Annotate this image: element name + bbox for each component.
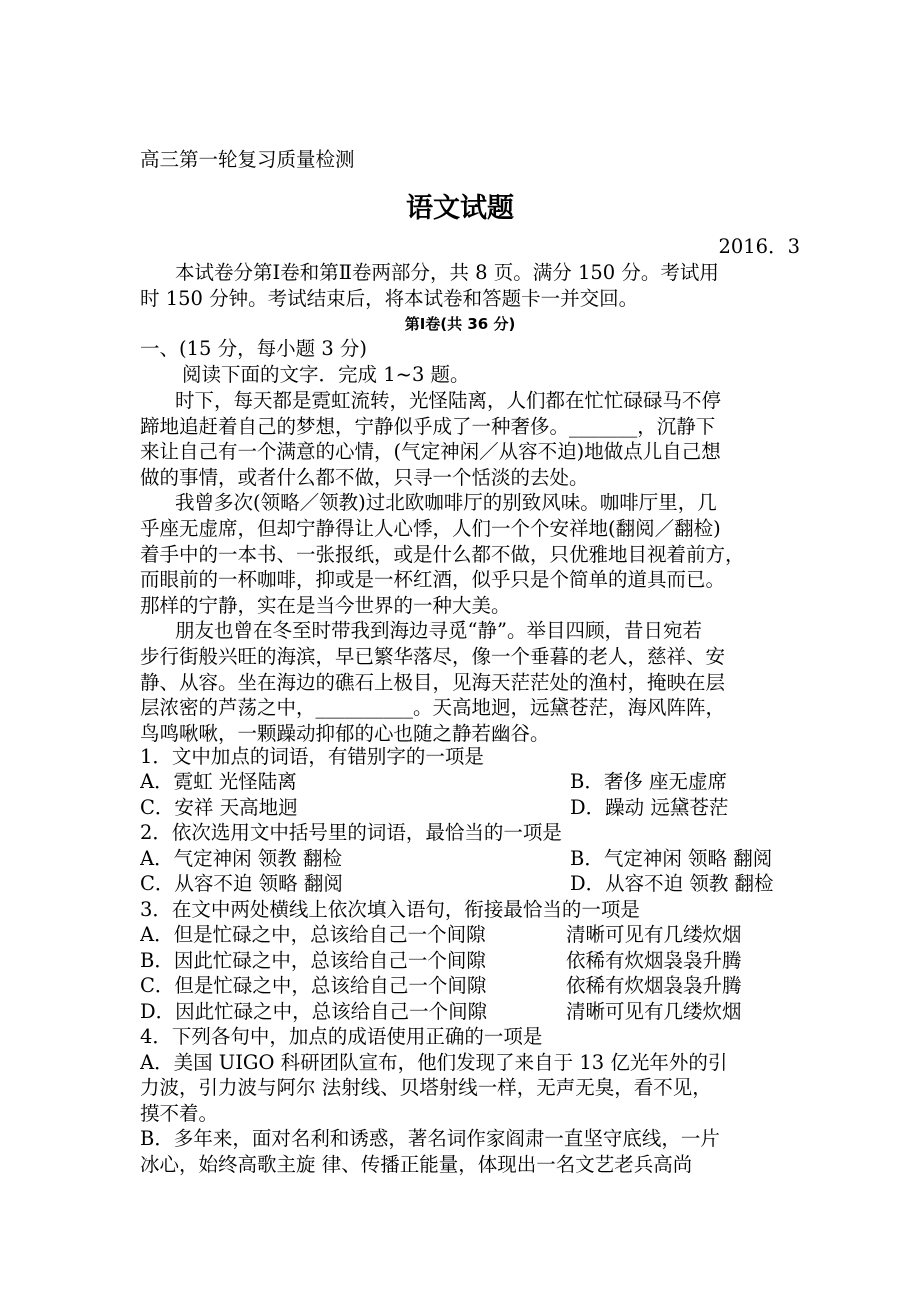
question-1-stem: 1．文中加点的词语，有错别字的一项是 bbox=[140, 745, 484, 768]
question-3-option-d-left: D．因此忙碌之中，总该给自己一个间隙 bbox=[140, 1000, 488, 1023]
question-2-option-d: D．从容不迫 领教 翻检 bbox=[570, 872, 774, 895]
question-2-stem: 2．依次选用文中括号里的词语，最恰当的一项是 bbox=[140, 821, 562, 844]
question-3-option-c-left: C．但是忙碌之中，总该给自己一个间隙 bbox=[140, 974, 487, 997]
passage-line: 做的事情，或者什么都不做，只寻一个恬淡的去处。 bbox=[140, 466, 589, 489]
question-1-option-d: D．躁动 远黛苍茫 bbox=[570, 796, 729, 819]
question-2-option-a: A．气定神闲 领教 翻检 bbox=[140, 847, 342, 870]
page-title: 语文试题 bbox=[406, 193, 514, 224]
question-4-line: 冰心，始终高歌主旋 律、传播正能量，体现出一名文艺老兵高尚 bbox=[140, 1153, 693, 1176]
passage-line: 鸟鸣啾啾，一颗躁动抑郁的心也随之静若幽谷。 bbox=[140, 722, 550, 745]
question-2-options-row-2 bbox=[140, 871, 800, 897]
passage-line: 层浓密的芦荡之中，__________。天高地迥，远黛苍茫，海风阵阵， bbox=[140, 696, 726, 719]
intro-line-1: 本试卷分第Ⅰ卷和第Ⅱ卷两部分，共 8 页。满分 150 分。考试用 bbox=[175, 261, 719, 284]
exam-date: 2016．3 bbox=[718, 235, 800, 258]
question-4-line: 摸不着。 bbox=[140, 1102, 219, 1125]
passage-line: 步行街般兴旺的海滨，早已繁华落尽，像一个垂暮的老人，慈祥、安 bbox=[140, 645, 726, 668]
reading-instruction: 阅读下面的文字．完成 1~3 题。 bbox=[182, 363, 470, 386]
part-heading: 一、(15 分，每小题 3 分) bbox=[140, 337, 368, 360]
passage-line: 静、从容。坐在海边的礁石上极目，见海天茫茫处的渔村，掩映在层 bbox=[140, 671, 726, 694]
passage-line: 那样的宁静，实在是当今世界的一种大美。 bbox=[140, 594, 511, 617]
exam-subtitle: 高三第一轮复习质量检测 bbox=[140, 148, 355, 171]
question-2-option-c: C．从容不迫 领略 翻阅 bbox=[140, 872, 343, 895]
question-4-line: 力波，引力波与阿尔 法射线、贝塔射线一样，无声无臭，看不见， bbox=[140, 1076, 712, 1099]
question-1-option-b: B．奢侈 座无虚席 bbox=[570, 770, 728, 793]
passage-line: 而眼前的一杯咖啡，抑或是一杯红酒，似乎只是个简单的道具而已。 bbox=[140, 568, 726, 591]
question-3-option-b bbox=[140, 948, 800, 974]
question-3-option-a-left: A．但是忙碌之中，总该给自己一个间隙 bbox=[140, 923, 486, 946]
question-3-stem: 3．在文中两处横线上依次填入语句，衔接最恰当的一项是 bbox=[140, 898, 640, 921]
question-3-option-d bbox=[140, 999, 800, 1025]
question-1-options-row-1 bbox=[140, 769, 800, 795]
passage-line: 朋友也曾在冬至时带我到海边寻觅“静”。举目四顾，昔日宛若 bbox=[175, 619, 702, 642]
question-4-stem: 4．下列各句中，加点的成语使用正确的一项是 bbox=[140, 1025, 543, 1048]
question-3-option-c-right: 依稀有炊烟袅袅升腾 bbox=[566, 974, 742, 997]
question-1-option-a: A．霓虹 光怪陆离 bbox=[140, 770, 297, 793]
passage-line: 蹄地追赶着自己的梦想，宁静似乎成了一种奢侈。_______，沉静下 bbox=[140, 415, 716, 438]
question-3-option-b-left: B．因此忙碌之中，总该给自己一个间隙 bbox=[140, 949, 486, 972]
intro-line-2: 时 150 分钟。考试结束后，将本试卷和答题卡一并交回。 bbox=[140, 287, 639, 310]
passage-line: 我曾多次(领略／领教)过北欧咖啡厅的别致风味。咖啡厅里，几 bbox=[175, 491, 717, 514]
question-1-option-c: C．安祥 天高地迥 bbox=[140, 796, 298, 819]
question-2-option-b: B．气定神闲 领略 翻阅 bbox=[570, 847, 773, 870]
section-title: 第Ⅰ卷(共 36 分) bbox=[404, 315, 516, 333]
question-2-options-row-1 bbox=[140, 846, 800, 872]
question-3-option-a-right: 清晰可见有几缕炊烟 bbox=[566, 923, 742, 946]
passage-line: 来让自己有一个满意的心情，(气定神闲／从容不迫)地做点儿自己想 bbox=[140, 440, 721, 463]
question-4-line: A．美国 UIGO 科研团队宣布，他们发现了来自于 13 亿光年外的引 bbox=[140, 1051, 728, 1074]
passage-line: 着手中的一本书、一张报纸，或是什么都不做，只优雅地目视着前方， bbox=[140, 543, 745, 566]
question-1-options-row-2 bbox=[140, 795, 800, 821]
passage-line: 时下，每天都是霓虹流转，光怪陆离，人们都在忙忙碌碌马不停 bbox=[175, 389, 722, 412]
question-3-option-d-right: 清晰可见有几缕炊烟 bbox=[566, 1000, 742, 1023]
question-3-option-a bbox=[140, 922, 800, 948]
question-4-line: B．多年来，面对名利和诱惑，著名词作家阎肃一直坚守底线，一片 bbox=[140, 1127, 720, 1150]
question-3-option-c bbox=[140, 973, 800, 999]
question-3-option-b-right: 依稀有炊烟袅袅升腾 bbox=[566, 949, 742, 972]
passage-line: 乎座无虚席，但却宁静得让人心悸，人们一个个安祥地(翻阅／翻检) bbox=[140, 517, 721, 540]
